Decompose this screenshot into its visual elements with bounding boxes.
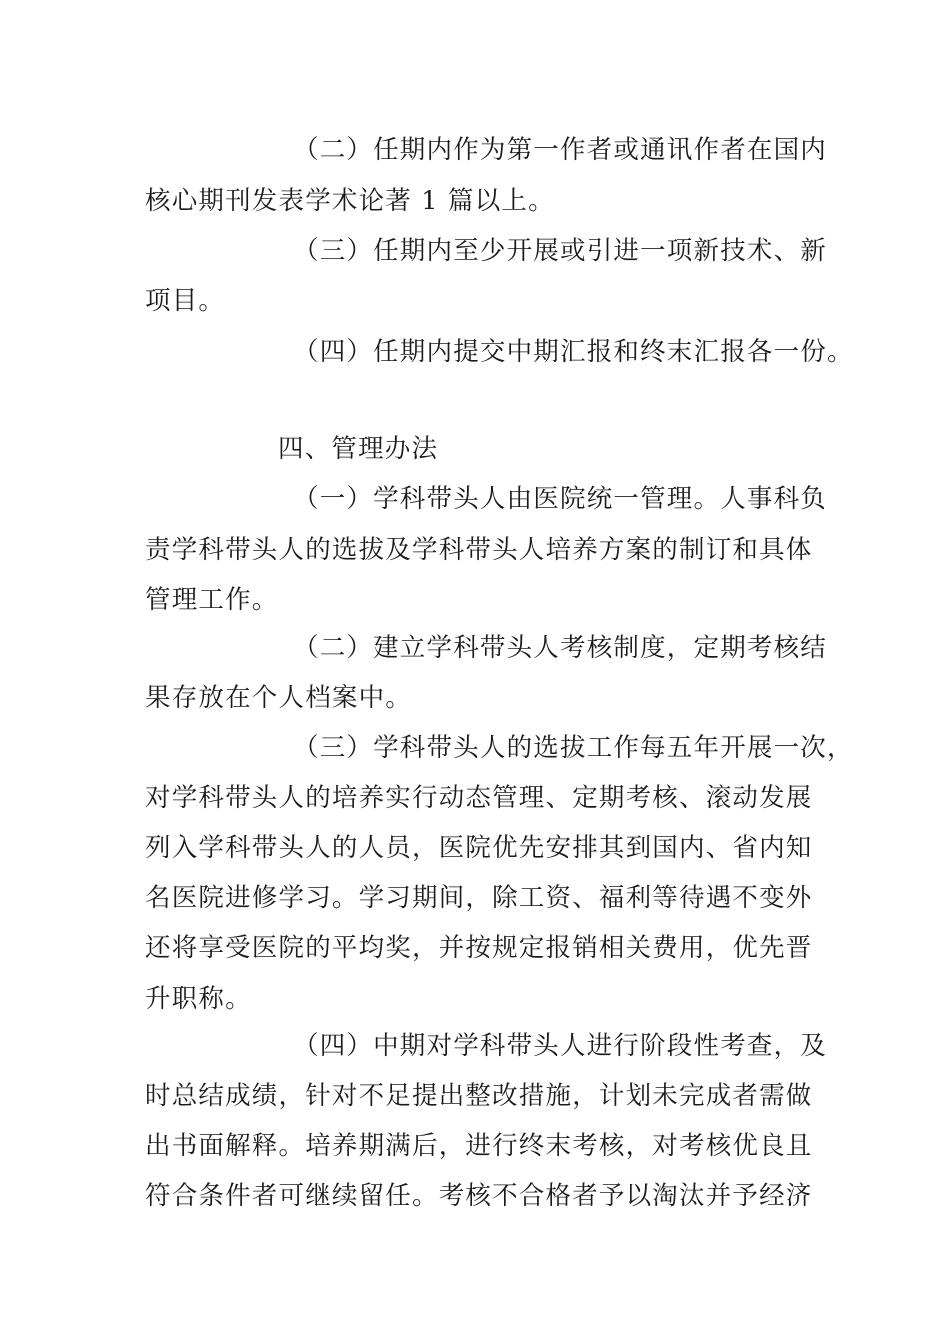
paragraph-line: 对学科带头人的培养实行动态管理、定期考核、滚动发展 <box>145 783 813 813</box>
paragraph-line: （二）建立学科带头人考核制度，定期考核结 <box>293 633 828 663</box>
paragraph-line: 管理工作。 <box>145 585 279 615</box>
paragraph-line: 果存放在个人档案中。 <box>145 683 413 713</box>
paragraph-line: 责学科带头人的选拔及学科带头人培养方案的制订和具体 <box>145 535 813 565</box>
paragraph-line: 时总结成绩，针对不足提出整改措施，计划未完成者需做 <box>145 1081 813 1111</box>
paragraph-line: 名医院进修学习。学习期间，除工资、福利等待遇不变外 <box>145 883 813 913</box>
paragraph-line: 升职称。 <box>145 984 252 1014</box>
paragraph-line: （二）任期内作为第一作者或通讯作者在国内 <box>293 135 828 165</box>
paragraph-line: （三）任期内至少开展或引进一项新技术、新 <box>293 236 828 266</box>
paragraph-line: （三）学科带头人的选拔工作每五年开展一次， <box>293 733 854 763</box>
paragraph-line: 列入学科带头人的人员，医院优先安排其到国内、省内知 <box>145 833 813 863</box>
paragraph-line: （一）学科带头人由医院统一管理。人事科负 <box>293 484 828 514</box>
paragraph-line: 还将享受医院的平均奖，并按规定报销相关费用，优先晋 <box>145 933 813 963</box>
paragraph-line: （四）任期内提交中期汇报和终末汇报各一份。 <box>293 337 854 367</box>
paragraph-line: 出书面解释。培养期满后，进行终末考核，对考核优良且 <box>145 1131 813 1161</box>
paragraph-line: 符合条件者可继续留任。考核不合格者予以淘汰并予经济 <box>145 1181 813 1211</box>
paragraph-line: 项目。 <box>145 286 226 316</box>
paragraph-line: 核心期刊发表学术论著 1 篇以上。 <box>145 186 555 216</box>
section-heading: 四、管理办法 <box>278 434 439 464</box>
paragraph-line: （四）中期对学科带头人进行阶段性考查，及 <box>293 1031 828 1061</box>
